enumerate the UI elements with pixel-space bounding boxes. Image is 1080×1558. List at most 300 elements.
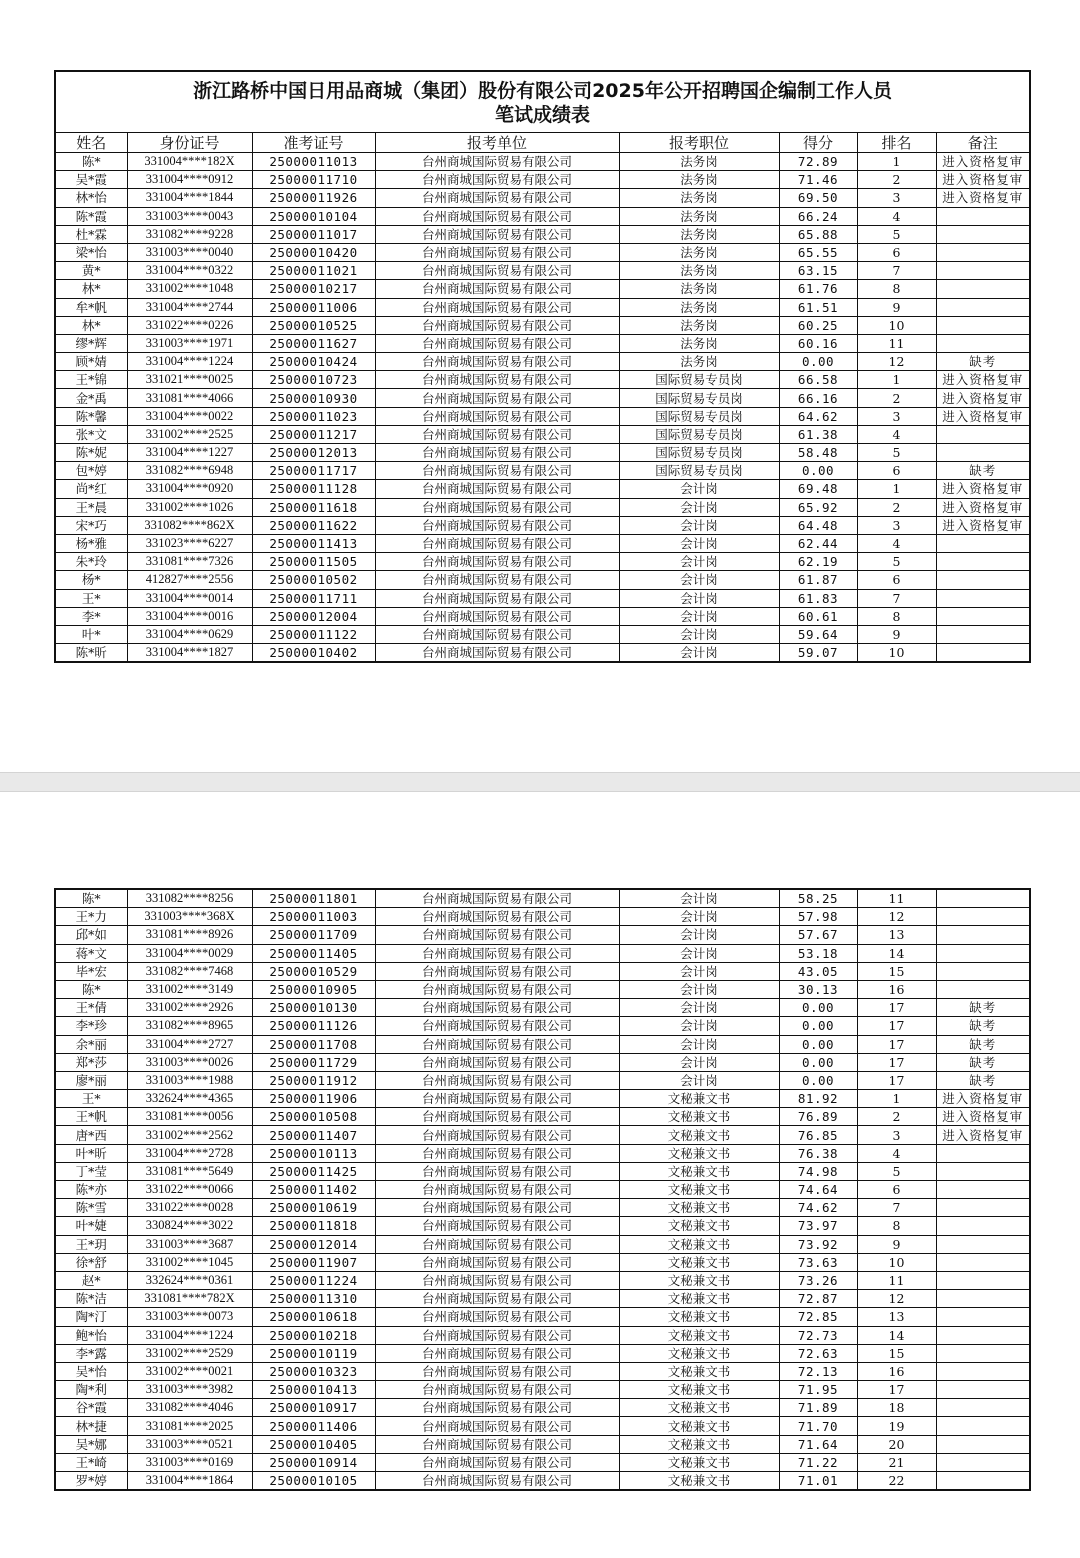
cell-rank: 17 xyxy=(857,1381,936,1399)
cell-admission-number: 25000011729 xyxy=(252,1053,375,1071)
cell-position: 文秘兼文书 xyxy=(619,1290,779,1308)
cell-remark xyxy=(936,225,1030,243)
table-row xyxy=(55,1162,1030,1180)
table-row xyxy=(55,1435,1030,1453)
cell-unit: 台州商城国际贸易有限公司 xyxy=(375,607,619,625)
cell-admission-number: 25000010525 xyxy=(252,316,375,334)
cell-position: 会计岗 xyxy=(619,926,779,944)
cell-rank: 1 xyxy=(857,153,936,171)
cell-admission-number: 25000010218 xyxy=(252,1326,375,1344)
cell-position: 会计岗 xyxy=(619,516,779,534)
cell-rank: 5 xyxy=(857,225,936,243)
cell-score: 66.16 xyxy=(779,389,857,407)
header-score: 得分 xyxy=(779,133,857,153)
cell-remark xyxy=(936,944,1030,962)
cell-name: 陈*妮 xyxy=(55,444,127,462)
cell-position: 国际贸易专员岗 xyxy=(619,462,779,480)
cell-rank: 13 xyxy=(857,1308,936,1326)
cell-unit: 台州商城国际贸易有限公司 xyxy=(375,1472,619,1491)
cell-id-number: 331003****0043 xyxy=(127,207,252,225)
cell-score: 58.48 xyxy=(779,444,857,462)
cell-name: 陈*亦 xyxy=(55,1181,127,1199)
cell-position: 法务岗 xyxy=(619,353,779,371)
table-row xyxy=(55,1344,1030,1362)
cell-rank: 17 xyxy=(857,1053,936,1071)
cell-admission-number: 25000010905 xyxy=(252,980,375,998)
cell-remark xyxy=(936,962,1030,980)
cell-score: 76.85 xyxy=(779,1126,857,1144)
cell-unit: 台州商城国际贸易有限公司 xyxy=(375,999,619,1017)
cell-id-number: 331002****0021 xyxy=(127,1362,252,1380)
cell-remark xyxy=(936,298,1030,316)
cell-remark: 进入资格复审 xyxy=(936,1126,1030,1144)
cell-remark xyxy=(936,1253,1030,1271)
cell-id-number: 331021****0025 xyxy=(127,371,252,389)
cell-score: 62.19 xyxy=(779,553,857,571)
cell-unit: 台州商城国际贸易有限公司 xyxy=(375,225,619,243)
table-row xyxy=(55,1381,1030,1399)
cell-rank: 14 xyxy=(857,1326,936,1344)
cell-unit: 台州商城国际贸易有限公司 xyxy=(375,625,619,643)
cell-position: 国际贸易专员岗 xyxy=(619,425,779,443)
table-row xyxy=(55,407,1030,425)
cell-rank: 9 xyxy=(857,1235,936,1253)
cell-position: 会计岗 xyxy=(619,553,779,571)
cell-remark xyxy=(936,1472,1030,1491)
cell-remark xyxy=(936,1362,1030,1380)
cell-score: 61.83 xyxy=(779,589,857,607)
cell-admission-number: 25000010723 xyxy=(252,371,375,389)
cell-remark: 缺考 xyxy=(936,1035,1030,1053)
cell-id-number: 331004****1844 xyxy=(127,189,252,207)
table-row xyxy=(55,480,1030,498)
cell-rank: 1 xyxy=(857,480,936,498)
cell-admission-number: 25000010420 xyxy=(252,243,375,261)
cell-id-number: 331081****7326 xyxy=(127,553,252,571)
cell-remark xyxy=(936,243,1030,261)
cell-score: 64.62 xyxy=(779,407,857,425)
cell-name: 宋*巧 xyxy=(55,516,127,534)
cell-position: 国际贸易专员岗 xyxy=(619,371,779,389)
table-row xyxy=(55,644,1030,663)
cell-remark xyxy=(936,1453,1030,1471)
cell-unit: 台州商城国际贸易有限公司 xyxy=(375,644,619,663)
cell-unit: 台州商城国际贸易有限公司 xyxy=(375,262,619,280)
cell-unit: 台州商城国际贸易有限公司 xyxy=(375,1344,619,1362)
cell-id-number: 412827****2556 xyxy=(127,571,252,589)
cell-id-number: 331003****1988 xyxy=(127,1071,252,1089)
cell-score: 30.13 xyxy=(779,980,857,998)
cell-name: 李* xyxy=(55,607,127,625)
table-row xyxy=(55,571,1030,589)
table-row xyxy=(55,171,1030,189)
cell-score: 59.64 xyxy=(779,625,857,643)
cell-name: 包*婷 xyxy=(55,462,127,480)
cell-score: 73.63 xyxy=(779,1253,857,1271)
cell-unit: 台州商城国际贸易有限公司 xyxy=(375,1399,619,1417)
cell-admission-number: 25000011926 xyxy=(252,189,375,207)
cell-admission-number: 25000010323 xyxy=(252,1362,375,1380)
cell-rank: 4 xyxy=(857,207,936,225)
cell-score: 53.18 xyxy=(779,944,857,962)
cell-rank: 1 xyxy=(857,371,936,389)
cell-admission-number: 25000011021 xyxy=(252,262,375,280)
table-row xyxy=(55,1199,1030,1217)
cell-id-number: 331082****7468 xyxy=(127,962,252,980)
cell-rank: 18 xyxy=(857,1399,936,1417)
cell-remark xyxy=(936,926,1030,944)
cell-remark xyxy=(936,262,1030,280)
cell-name: 王*倩 xyxy=(55,999,127,1017)
cell-name: 吴*怡 xyxy=(55,1362,127,1380)
cell-unit: 台州商城国际贸易有限公司 xyxy=(375,1126,619,1144)
cell-admission-number: 25000011711 xyxy=(252,589,375,607)
cell-rank: 6 xyxy=(857,571,936,589)
cell-name: 唐*西 xyxy=(55,1126,127,1144)
cell-remark: 进入资格复审 xyxy=(936,153,1030,171)
table-row xyxy=(55,926,1030,944)
cell-unit: 台州商城国际贸易有限公司 xyxy=(375,1090,619,1108)
cell-rank: 6 xyxy=(857,462,936,480)
table-row xyxy=(55,1217,1030,1235)
cell-position: 会计岗 xyxy=(619,889,779,908)
cell-unit: 台州商城国际贸易有限公司 xyxy=(375,1253,619,1271)
cell-unit: 台州商城国际贸易有限公司 xyxy=(375,298,619,316)
cell-admission-number: 25000011407 xyxy=(252,1126,375,1144)
cell-name: 陈* xyxy=(55,153,127,171)
cell-position: 国际贸易专员岗 xyxy=(619,407,779,425)
cell-score: 71.89 xyxy=(779,1399,857,1417)
cell-id-number: 331004****1224 xyxy=(127,353,252,371)
cell-id-number: 331081****2025 xyxy=(127,1417,252,1435)
cell-unit: 台州商城国际贸易有限公司 xyxy=(375,980,619,998)
cell-remark xyxy=(936,1381,1030,1399)
cell-score: 0.00 xyxy=(779,1071,857,1089)
table-row xyxy=(55,980,1030,998)
cell-unit: 台州商城国际贸易有限公司 xyxy=(375,334,619,352)
cell-admission-number: 25000011128 xyxy=(252,480,375,498)
cell-admission-number: 25000010113 xyxy=(252,1144,375,1162)
header-remark: 备注 xyxy=(936,133,1030,153)
cell-remark xyxy=(936,1399,1030,1417)
cell-position: 文秘兼文书 xyxy=(619,1253,779,1271)
cell-rank: 21 xyxy=(857,1453,936,1471)
cell-position: 会计岗 xyxy=(619,498,779,516)
cell-rank: 3 xyxy=(857,1126,936,1144)
cell-name: 叶* xyxy=(55,625,127,643)
cell-position: 文秘兼文书 xyxy=(619,1399,779,1417)
cell-admission-number: 25000010424 xyxy=(252,353,375,371)
cell-remark: 进入资格复审 xyxy=(936,371,1030,389)
cell-admission-number: 25000011906 xyxy=(252,1090,375,1108)
cell-score: 72.89 xyxy=(779,153,857,171)
cell-rank: 4 xyxy=(857,425,936,443)
cell-score: 65.55 xyxy=(779,243,857,261)
cell-position: 法务岗 xyxy=(619,189,779,207)
cell-rank: 6 xyxy=(857,243,936,261)
cell-score: 72.13 xyxy=(779,1362,857,1380)
cell-position: 文秘兼文书 xyxy=(619,1090,779,1108)
cell-id-number: 331004****1227 xyxy=(127,444,252,462)
cell-score: 66.24 xyxy=(779,207,857,225)
cell-unit: 台州商城国际贸易有限公司 xyxy=(375,1290,619,1308)
cell-rank: 9 xyxy=(857,625,936,643)
cell-id-number: 331004****1827 xyxy=(127,644,252,663)
cell-name: 杨*雅 xyxy=(55,534,127,552)
cell-unit: 台州商城国际贸易有限公司 xyxy=(375,1108,619,1126)
cell-remark xyxy=(936,425,1030,443)
cell-admission-number: 25000010502 xyxy=(252,571,375,589)
cell-name: 李*露 xyxy=(55,1344,127,1362)
cell-name: 李*珍 xyxy=(55,1017,127,1035)
cell-id-number: 331004****182X xyxy=(127,153,252,171)
cell-remark: 进入资格复审 xyxy=(936,407,1030,425)
cell-admission-number: 25000011023 xyxy=(252,407,375,425)
cell-remark xyxy=(936,534,1030,552)
table-row xyxy=(55,353,1030,371)
table-row xyxy=(55,225,1030,243)
cell-unit: 台州商城国际贸易有限公司 xyxy=(375,571,619,589)
cell-position: 法务岗 xyxy=(619,153,779,171)
cell-rank: 10 xyxy=(857,316,936,334)
cell-position: 文秘兼文书 xyxy=(619,1344,779,1362)
cell-admission-number: 25000011406 xyxy=(252,1417,375,1435)
cell-rank: 5 xyxy=(857,1162,936,1180)
cell-score: 66.58 xyxy=(779,371,857,389)
cell-admission-number: 25000011717 xyxy=(252,462,375,480)
cell-unit: 台州商城国际贸易有限公司 xyxy=(375,407,619,425)
cell-rank: 11 xyxy=(857,1271,936,1289)
cell-rank: 9 xyxy=(857,298,936,316)
cell-remark: 缺考 xyxy=(936,462,1030,480)
cell-unit: 台州商城国际贸易有限公司 xyxy=(375,889,619,908)
cell-name: 朱*玲 xyxy=(55,553,127,571)
cell-name: 陈*霞 xyxy=(55,207,127,225)
cell-remark xyxy=(936,207,1030,225)
cell-name: 赵* xyxy=(55,1271,127,1289)
cell-unit: 台州商城国际贸易有限公司 xyxy=(375,353,619,371)
cell-id-number: 331004****2744 xyxy=(127,298,252,316)
cell-unit: 台州商城国际贸易有限公司 xyxy=(375,171,619,189)
cell-remark xyxy=(936,1199,1030,1217)
cell-rank: 20 xyxy=(857,1435,936,1453)
cell-id-number: 331004****0014 xyxy=(127,589,252,607)
cell-score: 0.00 xyxy=(779,462,857,480)
cell-unit: 台州商城国际贸易有限公司 xyxy=(375,1435,619,1453)
header-position: 报考职位 xyxy=(619,133,779,153)
cell-score: 72.73 xyxy=(779,1326,857,1344)
cell-score: 65.88 xyxy=(779,225,857,243)
cell-name: 郑*莎 xyxy=(55,1053,127,1071)
cell-id-number: 331004****0016 xyxy=(127,607,252,625)
cell-remark xyxy=(936,908,1030,926)
cell-id-number: 331082****4046 xyxy=(127,1399,252,1417)
cell-name: 张*文 xyxy=(55,425,127,443)
cell-unit: 台州商城国际贸易有限公司 xyxy=(375,1144,619,1162)
cell-id-number: 331002****2926 xyxy=(127,999,252,1017)
cell-rank: 6 xyxy=(857,1181,936,1199)
cell-id-number: 331004****1864 xyxy=(127,1472,252,1491)
cell-unit: 台州商城国际贸易有限公司 xyxy=(375,316,619,334)
cell-name: 徐*舒 xyxy=(55,1253,127,1271)
cell-remark: 进入资格复审 xyxy=(936,1090,1030,1108)
cell-position: 国际贸易专员岗 xyxy=(619,444,779,462)
cell-id-number: 331081****4066 xyxy=(127,389,252,407)
table-row xyxy=(55,334,1030,352)
table-row xyxy=(55,462,1030,480)
cell-remark: 进入资格复审 xyxy=(936,480,1030,498)
cell-admission-number: 25000011907 xyxy=(252,1253,375,1271)
table-row xyxy=(55,316,1030,334)
cell-unit: 台州商城国际贸易有限公司 xyxy=(375,371,619,389)
cell-remark xyxy=(936,334,1030,352)
table-row xyxy=(55,553,1030,571)
cell-id-number: 331082****6948 xyxy=(127,462,252,480)
cell-remark xyxy=(936,1271,1030,1289)
cell-score: 0.00 xyxy=(779,1017,857,1035)
cell-score: 60.16 xyxy=(779,334,857,352)
cell-id-number: 331082****862X xyxy=(127,516,252,534)
cell-unit: 台州商城国际贸易有限公司 xyxy=(375,962,619,980)
header-name: 姓名 xyxy=(55,133,127,153)
cell-rank: 22 xyxy=(857,1472,936,1491)
cell-score: 62.44 xyxy=(779,534,857,552)
cell-score: 60.61 xyxy=(779,607,857,625)
cell-rank: 12 xyxy=(857,908,936,926)
cell-position: 文秘兼文书 xyxy=(619,1199,779,1217)
cell-id-number: 332624****4365 xyxy=(127,1090,252,1108)
cell-score: 69.48 xyxy=(779,480,857,498)
table-row xyxy=(55,1308,1030,1326)
cell-unit: 台州商城国际贸易有限公司 xyxy=(375,1035,619,1053)
table-row xyxy=(55,962,1030,980)
cell-id-number: 331082****9228 xyxy=(127,225,252,243)
cell-remark xyxy=(936,1326,1030,1344)
cell-remark xyxy=(936,1144,1030,1162)
cell-rank: 5 xyxy=(857,553,936,571)
cell-remark xyxy=(936,1217,1030,1235)
cell-rank: 3 xyxy=(857,516,936,534)
cell-position: 文秘兼文书 xyxy=(619,1326,779,1344)
cell-name: 王* xyxy=(55,589,127,607)
table-row xyxy=(55,625,1030,643)
cell-remark xyxy=(936,1181,1030,1199)
table-row xyxy=(55,534,1030,552)
cell-id-number: 331023****6227 xyxy=(127,534,252,552)
cell-name: 王*力 xyxy=(55,908,127,926)
cell-unit: 台州商城国际贸易有限公司 xyxy=(375,1453,619,1471)
cell-admission-number: 25000011710 xyxy=(252,171,375,189)
cell-unit: 台州商城国际贸易有限公司 xyxy=(375,1235,619,1253)
cell-position: 会计岗 xyxy=(619,980,779,998)
table-row xyxy=(55,425,1030,443)
cell-unit: 台州商城国际贸易有限公司 xyxy=(375,389,619,407)
cell-rank: 11 xyxy=(857,334,936,352)
cell-score: 43.05 xyxy=(779,962,857,980)
cell-id-number: 331004****0629 xyxy=(127,625,252,643)
cell-name: 林* xyxy=(55,316,127,334)
cell-remark xyxy=(936,589,1030,607)
cell-rank: 7 xyxy=(857,262,936,280)
cell-admission-number: 25000010402 xyxy=(252,644,375,663)
cell-position: 国际贸易专员岗 xyxy=(619,389,779,407)
cell-rank: 10 xyxy=(857,644,936,663)
cell-admission-number: 25000011708 xyxy=(252,1035,375,1053)
cell-remark: 进入资格复审 xyxy=(936,389,1030,407)
cell-id-number: 331003****3687 xyxy=(127,1235,252,1253)
cell-position: 文秘兼文书 xyxy=(619,1453,779,1471)
cell-unit: 台州商城国际贸易有限公司 xyxy=(375,189,619,207)
cell-unit: 台州商城国际贸易有限公司 xyxy=(375,1326,619,1344)
table-row xyxy=(55,1362,1030,1380)
cell-rank: 1 xyxy=(857,1090,936,1108)
cell-id-number: 331002****3149 xyxy=(127,980,252,998)
cell-remark: 缺考 xyxy=(936,1053,1030,1071)
cell-rank: 17 xyxy=(857,999,936,1017)
cell-admission-number: 25000011405 xyxy=(252,944,375,962)
cell-name: 缪*辉 xyxy=(55,334,127,352)
cell-remark xyxy=(936,280,1030,298)
cell-score: 71.70 xyxy=(779,1417,857,1435)
cell-unit: 台州商城国际贸易有限公司 xyxy=(375,243,619,261)
cell-admission-number: 25000010529 xyxy=(252,962,375,980)
cell-rank: 15 xyxy=(857,1344,936,1362)
cell-name: 陈*昕 xyxy=(55,644,127,663)
table-row xyxy=(55,389,1030,407)
cell-name: 林* xyxy=(55,280,127,298)
cell-id-number: 331003****0040 xyxy=(127,243,252,261)
header-unit: 报考单位 xyxy=(375,133,619,153)
cell-name: 廖*丽 xyxy=(55,1071,127,1089)
cell-unit: 台州商城国际贸易有限公司 xyxy=(375,462,619,480)
cell-score: 71.46 xyxy=(779,171,857,189)
page-gap xyxy=(0,772,1080,792)
cell-admission-number: 25000010508 xyxy=(252,1108,375,1126)
cell-position: 法务岗 xyxy=(619,298,779,316)
cell-rank: 16 xyxy=(857,980,936,998)
cell-unit: 台州商城国际贸易有限公司 xyxy=(375,280,619,298)
cell-name: 陈*雪 xyxy=(55,1199,127,1217)
cell-position: 法务岗 xyxy=(619,262,779,280)
cell-unit: 台州商城国际贸易有限公司 xyxy=(375,944,619,962)
cell-name: 林*捷 xyxy=(55,1417,127,1435)
cell-name: 叶*婕 xyxy=(55,1217,127,1235)
cell-name: 杨* xyxy=(55,571,127,589)
cell-remark xyxy=(936,1435,1030,1453)
cell-score: 73.92 xyxy=(779,1235,857,1253)
table-row xyxy=(55,1090,1030,1108)
cell-score: 71.64 xyxy=(779,1435,857,1453)
table-row xyxy=(55,1271,1030,1289)
cell-id-number: 331003****1971 xyxy=(127,334,252,352)
cell-id-number: 331003****0521 xyxy=(127,1435,252,1453)
cell-score: 72.63 xyxy=(779,1344,857,1362)
table-row xyxy=(55,889,1030,908)
cell-id-number: 331003****3982 xyxy=(127,1381,252,1399)
cell-remark: 进入资格复审 xyxy=(936,171,1030,189)
cell-rank: 4 xyxy=(857,1144,936,1162)
cell-position: 文秘兼文书 xyxy=(619,1435,779,1453)
cell-position: 会计岗 xyxy=(619,1035,779,1053)
cell-position: 会计岗 xyxy=(619,908,779,926)
cell-score: 61.87 xyxy=(779,571,857,589)
cell-position: 法务岗 xyxy=(619,225,779,243)
cell-rank: 3 xyxy=(857,407,936,425)
cell-score: 76.89 xyxy=(779,1108,857,1126)
cell-id-number: 331004****0322 xyxy=(127,262,252,280)
cell-id-number: 331004****0912 xyxy=(127,171,252,189)
title-line-1: 浙江路桥中国日用品商城（集团）股份有限公司2025年公开招聘国企编制工作人员 xyxy=(193,80,892,102)
